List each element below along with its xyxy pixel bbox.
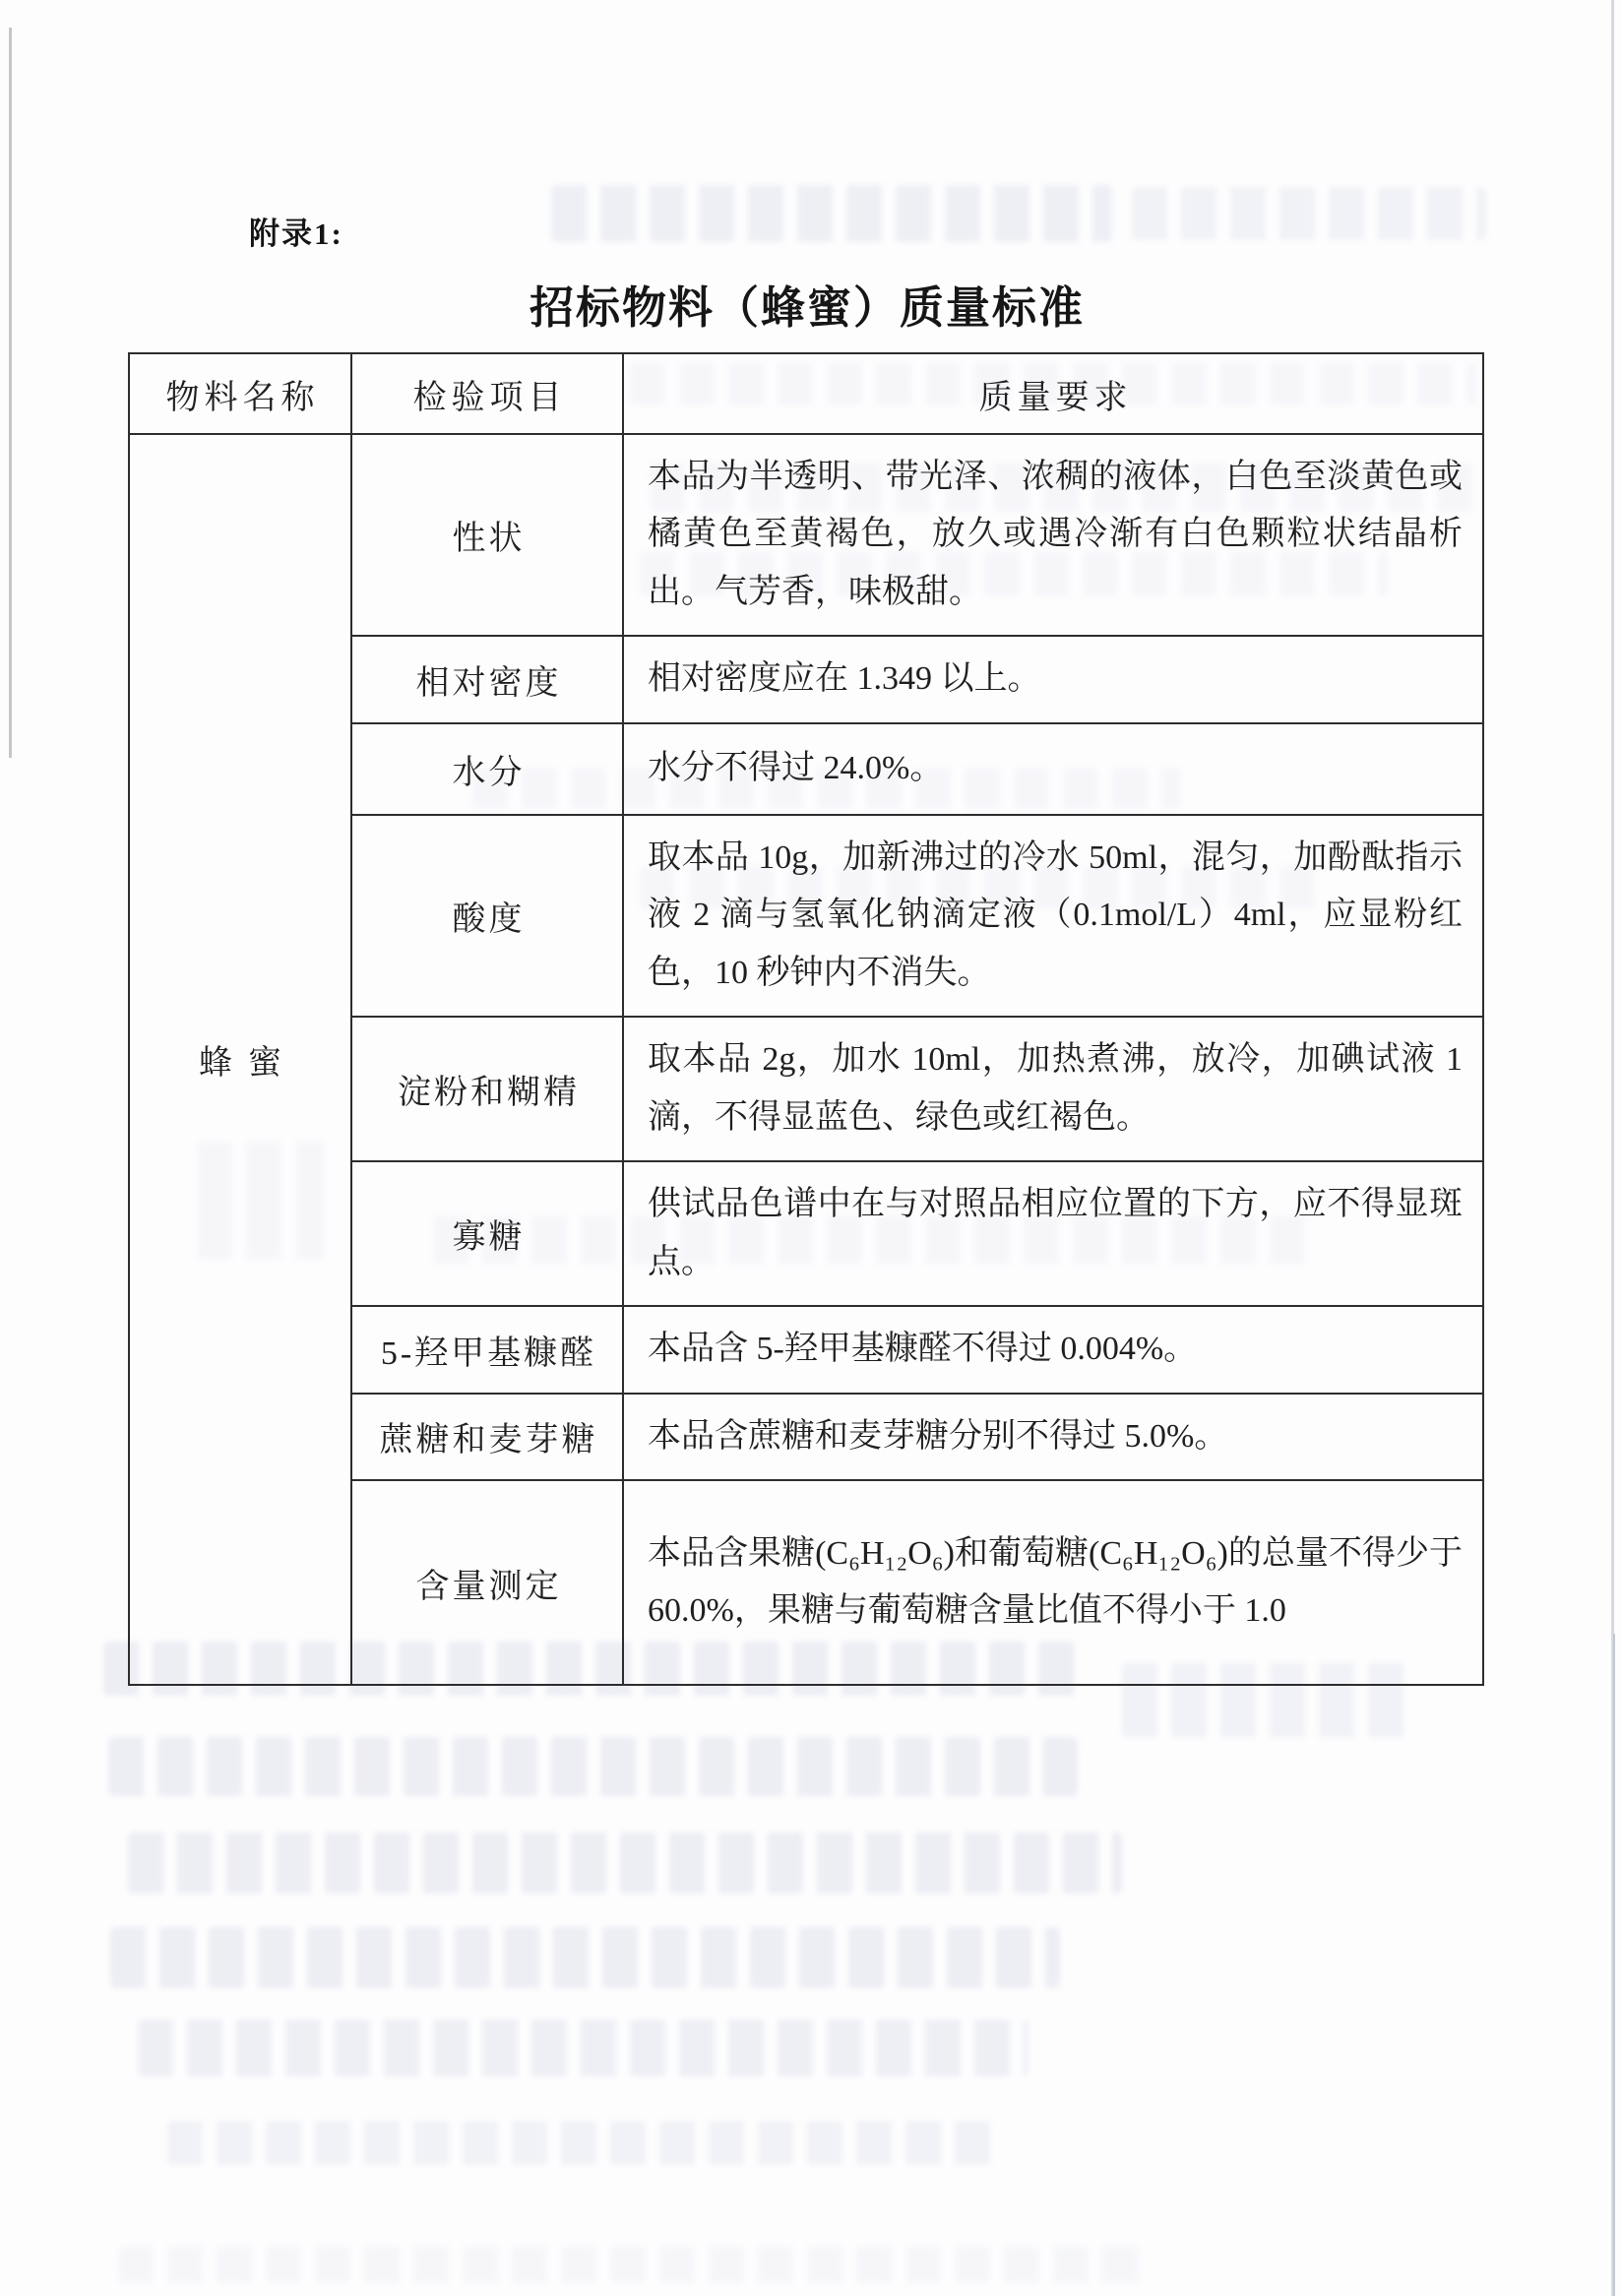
bleed-through-artifact bbox=[167, 2121, 994, 2165]
table-header-row bbox=[129, 353, 1483, 434]
bleed-through-artifact bbox=[118, 2246, 1152, 2283]
inspection-item-cell: 酸度 bbox=[351, 815, 623, 1017]
scan-edge-artifact-right-lower bbox=[1613, 1634, 1615, 2296]
inspection-item-cell: 5-羟甲基糠醛 bbox=[351, 1306, 623, 1393]
quality-requirement-cell: 本品为半透明、带光泽、浓稠的液体，白色至淡黄色或橘黄色至黄褐色，放久或遇冷渐有白色颗粒状结晶析出。气芳香，味极甜。 bbox=[623, 434, 1483, 636]
quality-requirement-cell: 本品含果糖(C₆H₁₂O₆)和葡萄糖(C₆H₁₂O₆)的总量不得少于 60.0%，果糖与葡萄糖含量比值不得小于 1.0 bbox=[623, 1480, 1483, 1685]
inspection-item-cell: 相对密度 bbox=[351, 636, 623, 722]
bleed-through-artifact bbox=[108, 1737, 1078, 1796]
quality-requirement-cell: 本品含蔗糖和麦芽糖分别不得过 5.0%。 bbox=[623, 1394, 1483, 1480]
column-header-quality-requirement: 质量要求 bbox=[623, 353, 1483, 434]
quality-requirement-cell: 相对密度应在 1.349 以上。 bbox=[623, 636, 1483, 722]
bleed-through-artifact bbox=[551, 185, 1112, 242]
inspection-item-cell: 水分 bbox=[351, 723, 623, 815]
quality-requirement-cell: 水分不得过 24.0%。 bbox=[623, 723, 1483, 815]
material-name-cell: 蜂蜜 bbox=[129, 434, 351, 1685]
bleed-through-artifact bbox=[138, 2019, 1029, 2077]
inspection-item-cell: 淀粉和糊精 bbox=[351, 1017, 623, 1161]
inspection-item-cell: 寡糖 bbox=[351, 1161, 623, 1306]
quality-requirement-cell: 取本品 2g，加水 10ml，加热煮沸，放冷，加碘试液 1 滴，不得显蓝色、绿色或红褐色。 bbox=[623, 1017, 1483, 1161]
quality-requirement-cell: 取本品 10g，加新沸过的冷水 50ml，混匀，加酚酞指示液 2 滴与氢氧化钠滴定液（0.1mol/L）4ml，应显粉红色，10 秒钟内不消失。 bbox=[623, 815, 1483, 1017]
appendix-label: 附录1: bbox=[249, 217, 343, 251]
scan-edge-artifact-left bbox=[9, 28, 12, 758]
inspection-item-cell: 性状 bbox=[351, 434, 623, 636]
inspection-item-cell: 蔗糖和麦芽糖 bbox=[351, 1394, 623, 1480]
quality-requirement-cell: 本品含 5-羟甲基糠醛不得过 0.004%。 bbox=[623, 1306, 1483, 1393]
table-row bbox=[129, 434, 1483, 636]
page-title: 招标物料（蜂蜜）质量标准 bbox=[529, 283, 1085, 333]
quality-requirement-cell: 供试品色谱中在与对照品相应位置的下方，应不得显斑点。 bbox=[623, 1161, 1483, 1306]
bleed-through-artifact bbox=[110, 1927, 1060, 1988]
quality-standard-table bbox=[128, 352, 1484, 1686]
column-header-inspection-item: 检验项目 bbox=[351, 353, 623, 434]
scan-edge-artifact-right bbox=[1611, 0, 1614, 2296]
inspection-item-cell: 含量测定 bbox=[351, 1480, 623, 1685]
bleed-through-artifact bbox=[128, 1832, 1122, 1893]
bleed-through-artifact bbox=[1132, 187, 1486, 240]
column-header-material-name: 物料名称 bbox=[129, 353, 351, 434]
